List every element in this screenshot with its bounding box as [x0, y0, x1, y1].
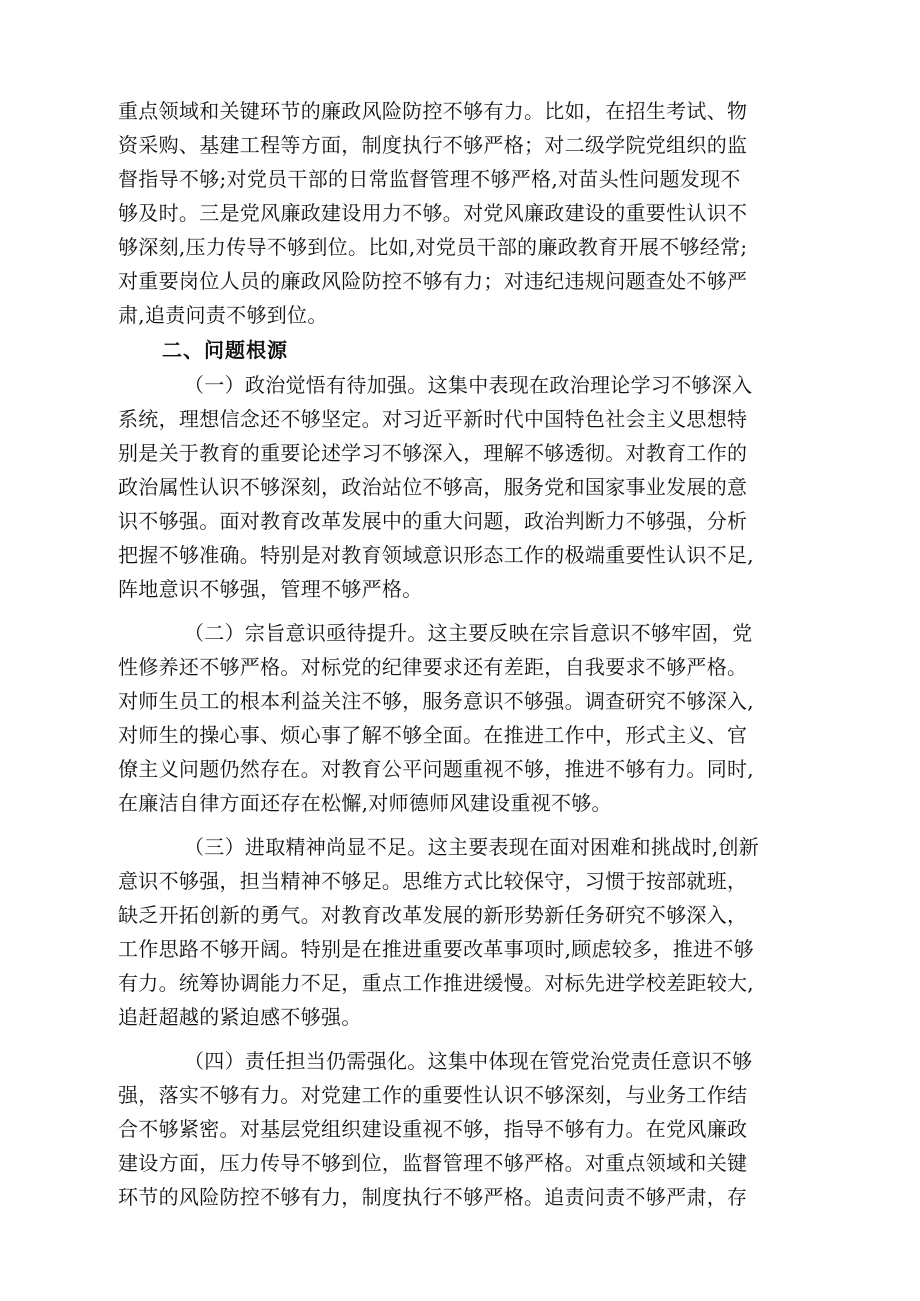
text-line: （四）责任担当仍需强化。这集中体现在管党治党责任意识不够 — [184, 1049, 753, 1073]
text-line: 把握不够准确。特别是对教育领域意识形态工作的极端重要性认识不足, — [118, 543, 754, 567]
text-line: 够及时。三是党风廉政建设用力不够。对党风廉政建设的重要性认识不 — [118, 201, 748, 225]
text-line: 追赶超越的紧迫感不够强。 — [118, 1005, 362, 1029]
text-line: 缺乏开拓创新的勇气。对教育改革发展的新形势新任务研究不够深入， — [118, 903, 748, 927]
text-line: 阵地意识不够强，管理不够严格。 — [118, 577, 423, 601]
text-line: 强，落实不够有力。对党建工作的重要性认识不够深刻，与业务工作结 — [118, 1083, 748, 1107]
paragraph-4 — [118, 1044, 838, 1214]
paragraph-2 — [118, 616, 838, 820]
text-line: 肃,追责问责不够到位。 — [118, 303, 328, 327]
paragraph-1 — [118, 368, 838, 606]
text-line: （三）进取精神尚显不足。这主要表现在面对困难和挑战时,创新 — [184, 835, 760, 859]
text-line: 对师生员工的根本利益关注不够，服务意识不够强。调查研究不够深入, — [118, 689, 754, 713]
text-line: 工作思路不够开阔。特别是在推进重要改革事项时,顾虑较多，推进不够 — [118, 937, 754, 961]
text-line: 在廉洁自律方面还存在松懈,对师德师风建设重视不够。 — [118, 791, 612, 815]
text-line: 建设方面，压力传导不够到位，监督管理不够严格。对重点领域和关键 — [118, 1151, 748, 1175]
paragraph-3 — [118, 830, 838, 1034]
text-line: 识不够强。面对教育改革发展中的重大问题，政治判断力不够强，分析 — [118, 509, 748, 533]
text-line: 系统，理想信念还不够坚定。对习近平新时代中国特色社会主义思想特 — [118, 407, 748, 431]
section-heading: 二、问题根源 — [162, 338, 288, 362]
text-line: 有力。统筹协调能力不足，重点工作推进缓慢。对标先进学校差距较大, — [118, 971, 754, 995]
text-line: 督指导不够;对党员干部的日常监督管理不够严格,对苗头性问题发现不 — [118, 167, 741, 191]
text-line: （二）宗旨意识亟待提升。这主要反映在宗旨意识不够牢固，党 — [184, 621, 753, 645]
text-line: 环节的风险防控不够有力，制度执行不够严格。追责问责不够严肃，存 — [118, 1185, 748, 1209]
text-line: 重点领域和关键环节的廉政风险防控不够有力。比如，在招生考试、物 — [118, 99, 748, 123]
text-line: 对师生的操心事、烦心事了解不够全面。在推进工作中，形式主义、官 — [118, 723, 748, 747]
text-line: 别是关于教育的重要论述学习不够深入，理解不够透彻。对教育工作的 — [118, 441, 748, 465]
intro-paragraph — [118, 94, 838, 332]
document-body — [118, 94, 838, 1214]
text-line: 政治属性认识不够深刻，政治站位不够高，服务党和国家事业发展的意 — [118, 475, 748, 499]
text-line: 对重要岗位人员的廉政风险防控不够有力；对违纪违规问题查处不够严 — [118, 269, 748, 293]
text-line: 够深刻,压力传导不够到位。比如,对党员干部的廉政教育开展不够经常; — [118, 235, 748, 259]
text-line: 僚主义问题仍然存在。对教育公平问题重视不够，推进不够有力。同时, — [118, 757, 754, 781]
text-line: 合不够紧密。对基层党组织建设重视不够，指导不够有力。在党风廉政 — [118, 1117, 748, 1141]
text-line: （一）政治觉悟有待加强。这集中表现在政治理论学习不够深入 — [184, 373, 753, 397]
text-line: 性修养还不够严格。对标党的纪律要求还有差距，自我要求不够严格。 — [118, 655, 748, 679]
text-line: 资采购、基建工程等方面，制度执行不够严格；对二级学院党组织的监 — [118, 133, 748, 157]
text-line: 意识不够强，担当精神不够足。思维方式比较保守，习惯于按部就班， — [118, 869, 748, 893]
